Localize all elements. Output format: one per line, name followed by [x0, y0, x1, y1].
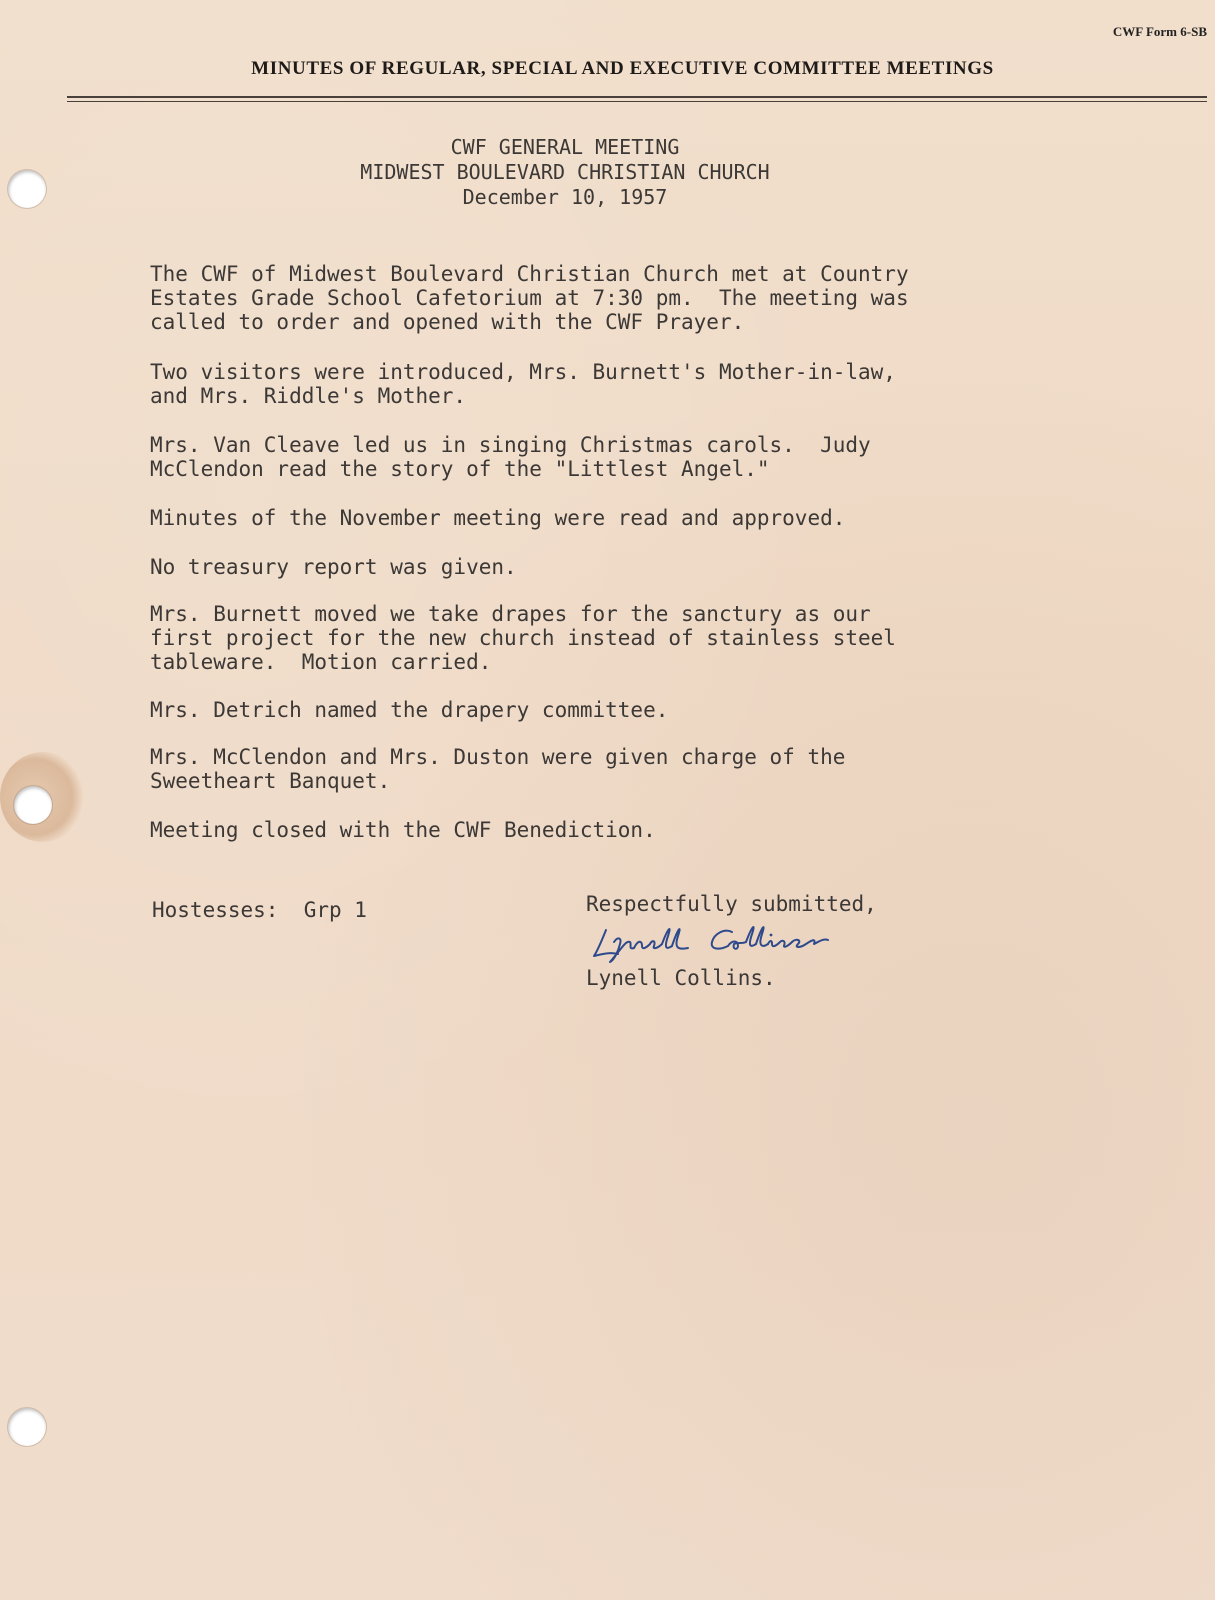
meeting-date: December 10, 1957 [462, 185, 668, 209]
paragraph-sweetheart-banquet: Mrs. McClendon and Mrs. Duston were given charge of the Sweetheart Banquet. [150, 745, 846, 793]
header-divider-thin [67, 101, 1207, 102]
paragraph-visitors: Two visitors were introduced, Mrs. Burnett's Mother-in-law, and Mrs. Riddle's Mother. [150, 360, 896, 408]
typed-signatory-name: Lynell Collins. [586, 966, 776, 990]
meeting-title: CWF GENERAL MEETING [450, 135, 680, 159]
paragraph-benediction: Meeting closed with the CWF Benediction. [150, 818, 656, 842]
hostesses-line: Hostesses: Grp 1 [152, 898, 367, 922]
handwritten-signature [592, 918, 892, 964]
paragraph-carols: Mrs. Van Cleave led us in singing Christmas carols. Judy McClendon read the story of the "Littlest Angel." [150, 433, 871, 481]
paragraph-drapery-committee: Mrs. Detrich named the drapery committee. [150, 698, 669, 722]
header-divider [67, 96, 1207, 98]
paragraph-treasury: No treasury report was given. [150, 555, 517, 579]
paragraph-minutes: Minutes of the November meeting were read and approved. [150, 506, 846, 530]
paragraph-drapes-motion: Mrs. Burnett moved we take drapes for the sanctury as our first project for the new church instead of stainless steel tableware. Motion carried. [150, 602, 896, 674]
paragraph-call-to-order: The CWF of Midwest Boulevard Christian Church met at Country Estates Grade School Cafetorium at 7:30 pm. The meeting was called to order and opened with the CWF Prayer. [150, 262, 909, 334]
punch-hole-bottom [8, 1408, 46, 1446]
form-number: CWF Form 6-SB [1112, 24, 1207, 39]
punch-hole-middle [14, 786, 52, 824]
form-title: MINUTES OF REGULAR, SPECIAL AND EXECUTIVE COMMITTEE MEETINGS [251, 58, 994, 79]
closing-line: Respectfully submitted, [586, 892, 877, 916]
church-name: MIDWEST BOULEVARD CHRISTIAN CHURCH [360, 160, 770, 184]
